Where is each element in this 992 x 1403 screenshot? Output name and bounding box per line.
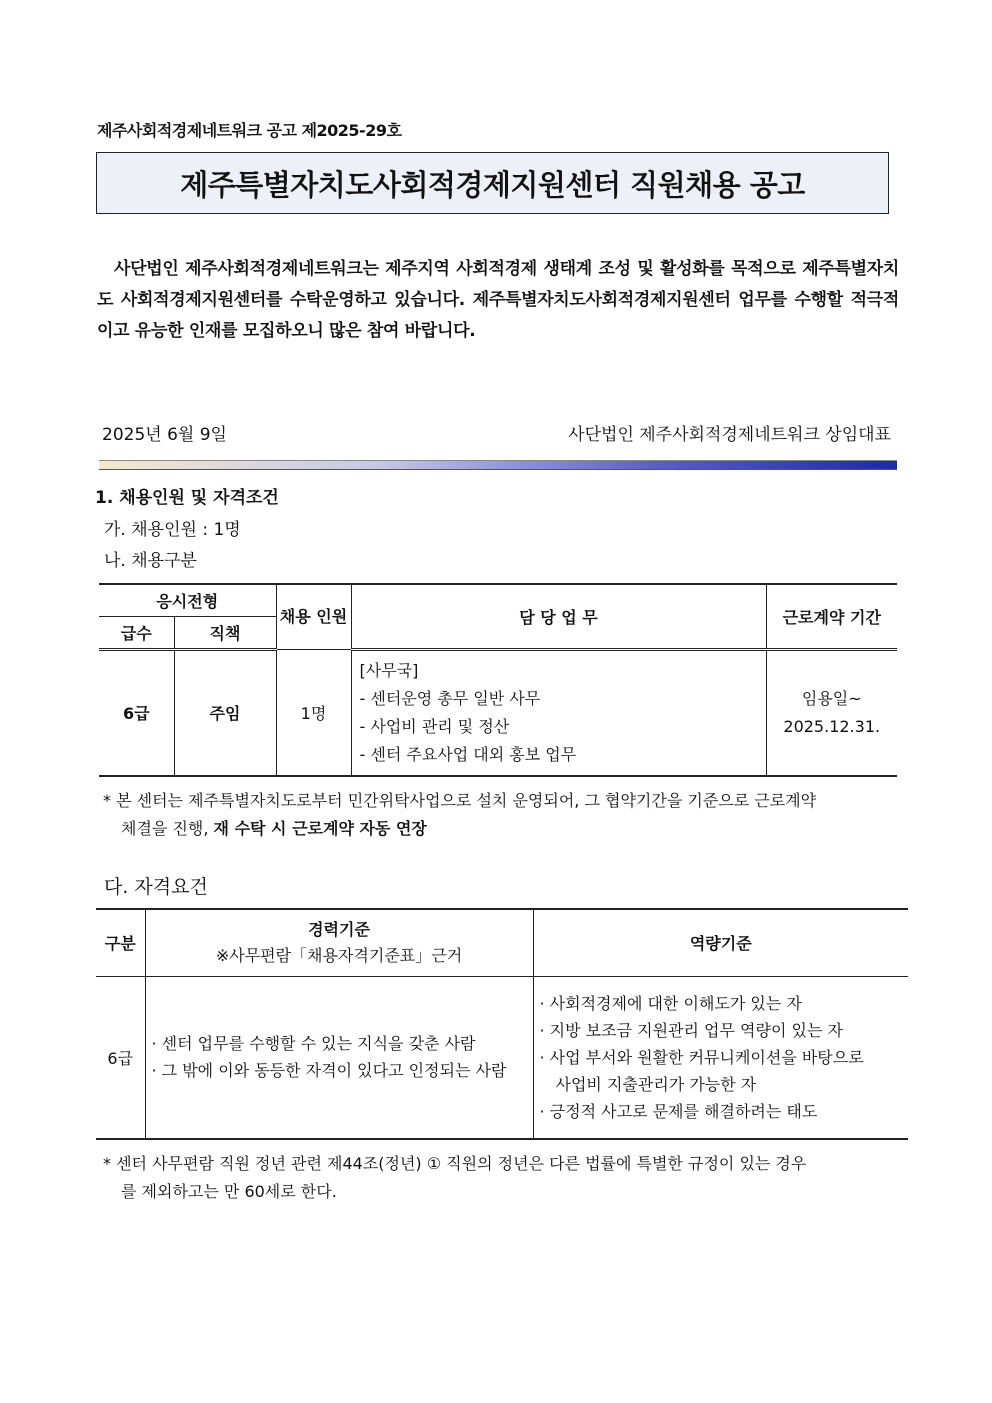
header-exam-type: 응시전형 <box>99 584 276 616</box>
contract-start: 임용일~ <box>801 688 862 708</box>
note-contract-line2: 체결을 진행, <box>121 819 209 838</box>
career-item: · 센터 업무를 수행할 수 있는 지식을 갖춘 사람 <box>151 1034 476 1054</box>
notice-date: 2025년 6월 9일 <box>102 425 227 445</box>
header-career <box>145 909 533 976</box>
intro-text: 사단법인 제주사회적경제네트워크는 제주지역 사회적경제 생태계 조성 및 활성화를 목적으로 제주특별자치도 사회적경제지원센터를 수탁운영하고 있습니다. 제주특별자치도사회적경제지원센터 업무를 수행할 적극적이고 유능한 인재를 모집하오니 많은 참여 바랍니다. <box>97 259 899 341</box>
note-contract <box>103 787 899 843</box>
contract-end: 2025.12.31. <box>783 716 881 736</box>
page-title: 제주특별자치도사회적경제지원센터 직원채용 공고 <box>96 152 889 214</box>
date-signature-line <box>102 420 891 445</box>
header-competency: 역량기준 <box>533 909 908 976</box>
header-grade: 급수 <box>99 616 174 649</box>
row-count: 1명 <box>276 649 351 776</box>
duty-line: - 사업비 관리 및 정산 <box>359 716 510 736</box>
row-position: 주임 <box>174 649 276 776</box>
competency-item: · 사업 부서와 원활한 커뮤니케이션을 바탕으로 <box>539 1047 864 1067</box>
row-competency <box>533 976 908 1139</box>
row-contract-period <box>766 649 897 776</box>
row-category: 6급 <box>96 976 145 1139</box>
header-hire-count: 채용 인원 <box>276 584 351 649</box>
note-retirement-line2: 를 제외하고는 만 60세로 한다. <box>121 1182 337 1201</box>
section-divider <box>99 460 897 470</box>
hire-category-heading: 나. 채용구분 <box>104 551 197 571</box>
competency-item: 사업비 지출관리가 가능한 자 <box>555 1074 757 1094</box>
header-position: 직책 <box>174 616 276 649</box>
row-career <box>145 976 533 1139</box>
row-grade: 6급 <box>99 649 174 776</box>
note-retirement-line1: * 센터 사무편람 직원 정년 관련 제44조(정년) ① 직원의 정년은 다른 법률에 특별한 규정이 있는 경우 <box>103 1154 807 1173</box>
header-category: 구분 <box>96 909 145 976</box>
duty-line: - 센터운영 총무 일반 사무 <box>359 688 541 708</box>
intro-paragraph <box>97 254 899 347</box>
hiring-table <box>99 583 897 777</box>
duty-line: - 센터 주요사업 대외 홍보 업무 <box>359 744 577 764</box>
note-contract-line1: * 본 센터는 제주특별자치도로부터 민간위탁사업으로 설치 운영되어, 그 협약기간을 기준으로 근로계약 <box>103 791 817 810</box>
qualification-table <box>96 908 908 1140</box>
header-career-title: 경력기준 <box>308 919 370 939</box>
competency-item: · 지방 보조금 지원관리 업무 역량이 있는 자 <box>539 1020 843 1040</box>
row-duties <box>351 649 766 776</box>
qualification-heading: 다. 자격요건 <box>104 876 208 898</box>
header-contract-period: 근로계약 기간 <box>766 584 897 649</box>
note-retirement <box>103 1150 899 1206</box>
signatory: 사단법인 제주사회적경제네트워크 상임대표 <box>568 425 891 445</box>
career-item: · 그 밖에 이와 동등한 자격이 있다고 인정되는 사람 <box>151 1061 507 1081</box>
hire-count-line: 가. 채용인원 : 1명 <box>104 520 241 540</box>
notice-number: 제주사회적경제네트워크 공고 제2025-29호 <box>97 121 402 140</box>
competency-item: · 사회적경제에 대한 이해도가 있는 자 <box>539 993 802 1013</box>
header-career-note: ※사무편람「채용자격기준표」근거 <box>215 945 463 965</box>
competency-item: · 긍정적 사고로 문제를 해결하려는 태도 <box>539 1101 818 1121</box>
note-contract-emphasis: 재 수탁 시 근로계약 자동 연장 <box>213 819 427 838</box>
header-duties: 담 당 업 무 <box>351 584 766 649</box>
duty-line: [사무국] <box>359 660 419 680</box>
section-1-title: 1. 채용인원 및 자격조건 <box>95 488 279 508</box>
